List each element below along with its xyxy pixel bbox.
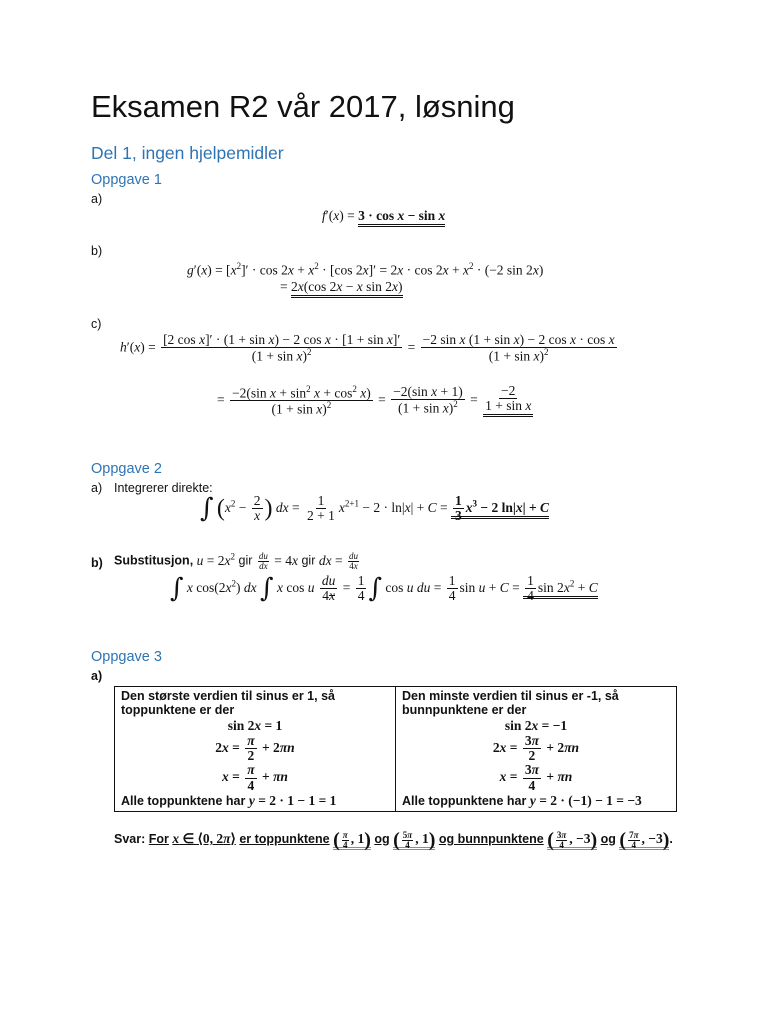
answer-label: Svar:: [114, 832, 146, 847]
max-eq-3: x = $\frac{\pi}{4}$ + πn: [222, 762, 288, 793]
formula-1b-line1: $g'(x) = [x^2]' \cdot \cos 2x + x^2 \cdot [\cos$ $2x]' = 2x \cdot \cos 2x + x^2 \cdot (-2$ sin 2x): [187, 261, 544, 278]
min-intro-1: Den minste verdien til sinus er -1, så: [402, 689, 619, 703]
min-eq-2: 2x = $\frac{3\pi}{2}$ + 2πn: [492, 733, 580, 764]
max-eq-2: 2x = $\frac{\pi}{2}$ + 2πn: [215, 733, 295, 764]
oppgave2-b-label: b): [91, 556, 103, 570]
formula-2b: ∫ x $\cos(2x^2)$ dx ∫ x cos u $\frac{du}{4x}$ = $\frac{1}{4}$ ∫ cos u du = $\frac{1}{4}$ sin u + C = $\frac{1}{4}$ $\sin 2x^2 + C$: [170, 573, 598, 604]
formula-1c-line1: h′(x) = $\frac{\text{[2 cos x]′ · (1 + sin x) − 2 cos x · [1 + sin x]′}}{(1 + \sin x)^2}$ = $\frac{\text{−2 sin x (1 + sin x) − 2 cos x · cos x}}{(1 + \sin x)^2}$: [120, 332, 615, 364]
min-intro-2: bunnpunktene er der: [402, 703, 527, 717]
min-eq-3: x = $\frac{3\pi}{4}$ + πn: [499, 762, 573, 793]
formula-1b-line2: = 2x(cos 2x − x sin 2x): [280, 279, 403, 295]
min-cell: [396, 687, 677, 812]
max-intro-2: toppunktene er der: [121, 703, 235, 717]
oppgave3-a-label: a): [91, 669, 103, 683]
formula-2a: ∫ ($x^2$ − $\frac{2}{x}$ ) dx = $\frac{1}{2 + 1}$ $x^{2+1} - 2 \cdot \ln|x| + C$ = $\frac{1}{3}$ $x^3 - 2$ ln|x| + C: [200, 493, 550, 524]
min-eq-1: sin 2x = −1: [504, 718, 568, 733]
max-cell: [115, 687, 396, 812]
formula-1c-line2: = $\frac{-2(\sin x + \sin^2 x + \cos^2 x)}{(1 + \sin x)^2}$ = $\frac{\text{−2(sin x + 1)}}{(1 + \sin x)^2}$ = $\frac{-2}{\text{1 + sin x}}$: [217, 383, 532, 417]
answer-og-1: og: [374, 832, 390, 847]
page-title: Eksamen R2 vår 2017, løsning: [91, 89, 515, 124]
max-conclusion: Alle toppunktene har y = 2 · 1 − 1 = 1: [121, 792, 337, 808]
formula-1a: f′(x) = 3 · cos x − sin x: [322, 208, 445, 224]
answer-og-2: og: [600, 832, 616, 847]
oppgave2-a-text: Integrerer direkte:: [114, 481, 213, 495]
answer-bottoms: og bunnpunktene: [438, 832, 544, 847]
oppgave3-table: [114, 686, 677, 812]
oppgave3-answer: Svar: For x ∈ ⟨0, 2π⟩ er toppunktene ( $\frac{\pi}{4}$ , 1) og ( $\frac{5\pi}{4}$ , 1) og bunnpunktene ( $\frac{3\pi}{4}$ , −3) og ( $\frac{7\pi}{4}$ , −3).: [114, 829, 673, 851]
part-heading: Del 1, ingen hjelpemidler: [91, 143, 284, 163]
max-intro-1: Den største verdien til sinus er 1, så: [121, 689, 335, 703]
oppgave2-b-text: Substitusjon, $u = 2x^2$ gir $\frac{du}{dx}$ = 4x gir dx = $\frac{du}{4x}$: [114, 550, 358, 571]
oppgave2-a-label: a): [91, 481, 103, 495]
answer-for: For: [148, 832, 169, 847]
min-conclusion: Alle toppunktene har y = 2 · (−1) − 1 = −3: [402, 792, 642, 808]
oppgave1-b-label: b): [91, 244, 103, 258]
oppgave3-heading: Oppgave 3: [91, 649, 162, 665]
oppgave2-heading: Oppgave 2: [91, 461, 162, 477]
oppgave1-a-label: a): [91, 192, 103, 206]
answer-tops: er toppunktene: [239, 832, 330, 847]
substitution-label: Substitusjon,: [114, 553, 194, 568]
oppgave1-c-label: c): [91, 317, 102, 331]
oppgave1-heading: Oppgave 1: [91, 172, 162, 188]
max-eq-1: sin 2x = 1: [227, 718, 283, 733]
